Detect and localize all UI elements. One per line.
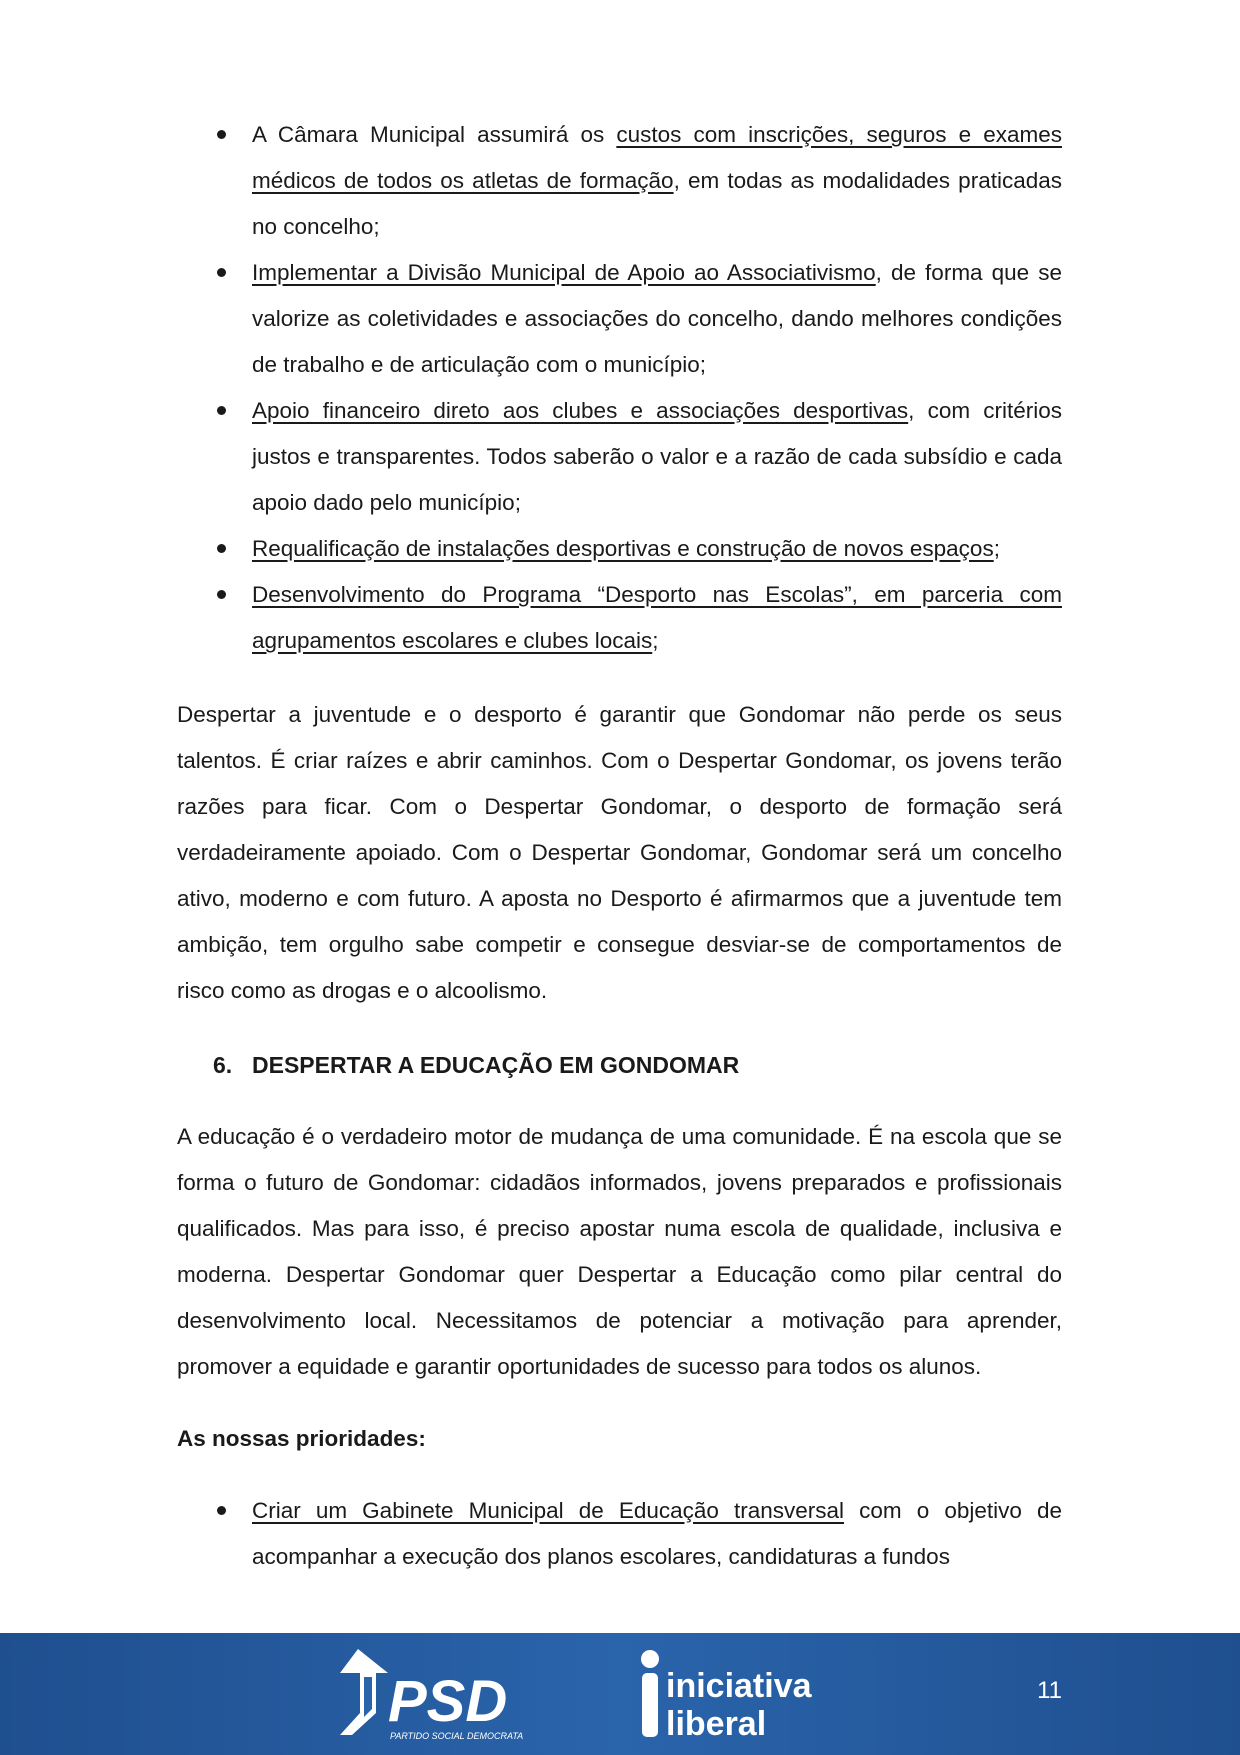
list-item: Apoio financeiro direto aos clubes e associações desportivas, com critérios justos e transparentes. Todos saberão o valor e a razão de cada subsídio e cada apoio dado pelo município;: [177, 388, 1062, 526]
iniciativa-liberal-logo: [636, 1647, 836, 1743]
bullet-icon: [217, 268, 226, 277]
underlined-text: Criar um Gabinete Municipal de Educação transversal: [252, 1498, 845, 1523]
psd-wordmark: PSD: [388, 1669, 508, 1734]
bullet-icon: [217, 406, 226, 415]
logo-dot-icon: [641, 1650, 659, 1668]
sports-measures-list: [177, 112, 1062, 664]
list-item: Desenvolvimento do Programa “Desporto nas Escolas”, em parceria com agrupamentos escolares e clubes locais;: [177, 572, 1062, 664]
underlined-text: Desenvolvimento do Programa “Desporto nas Escolas”, em parceria com agrupamentos escolares e clubes locais: [252, 582, 1062, 653]
list-item: Criar um Gabinete Municipal de Educação transversal com o objetivo de acompanhar a execução dos planos escolares, candidaturas a fundos: [177, 1488, 1062, 1580]
page-number: 11: [1037, 1677, 1062, 1704]
underlined-text: Requalificação de instalações desportivas e construção de novos espaços: [252, 536, 994, 561]
section-number: 6.: [213, 1052, 233, 1078]
bullet-icon: [217, 130, 226, 139]
bullet-icon: [217, 544, 226, 553]
youth-sports-paragraph: Despertar a juventude e o desporto é garantir que Gondomar não perde os seus talentos. É criar raízes e abrir caminhos. Com o Despertar Gondomar, os jovens terão razões para ficar. Com o Despertar Gondomar, o desporto de formação será verdadeiramente apoiado. Com o Despertar Gondomar, Gondomar será um concelho ativo, moderno e com futuro. A aposta no Desporto é afirmarmos que a juventude tem ambição, tem orgulho sabe competir e consegue desviar-se de comportamentos de risco como as drogas e o alcoolismo.: [177, 702, 1062, 1003]
il-wordmark-line2: liberal: [666, 1705, 767, 1743]
bullet-icon: [217, 1506, 226, 1515]
education-paragraph: A educação é o verdadeiro motor de mudança de uma comunidade. É na escola que se forma o futuro de Gondomar: cidadãos informados, jovens preparados e profissionais qualificados. Mas para isso, é preciso apostar numa escola de qualidade, inclusiva e moderna. Despertar Gondomar quer Despertar a Educação como pilar central do desenvolvimento local. Necessitamos de potenciar a motivação para aprender, promover a equidade e garantir oportunidades de sucesso para todos os alunos.: [177, 1124, 1062, 1379]
il-wordmark-line1: iniciativa: [666, 1667, 812, 1705]
document-body: [177, 112, 1062, 1580]
underlined-text: Implementar a Divisão Municipal de Apoio ao Associativismo: [252, 260, 876, 285]
priorities-heading: As nossas prioridades:: [177, 1426, 426, 1451]
list-item: A Câmara Municipal assumirá os custos com inscrições, seguros e exames médicos de todos os atletas de formação, em todas as modalidades praticadas no concelho;: [177, 112, 1062, 250]
page-footer: [0, 1633, 1240, 1755]
list-item: Implementar a Divisão Municipal de Apoio ao Associativismo, de forma que se valorize as coletividades e associações do concelho, dando melhores condições de trabalho e de articulação com o município;: [177, 250, 1062, 388]
education-priorities-list: [177, 1488, 1062, 1580]
section-title: DESPERTAR A EDUCAÇÃO EM GONDOMAR: [252, 1052, 740, 1078]
underlined-text: custos com inscrições, seguros e exames médicos de todos os atletas de formação: [252, 122, 1062, 193]
bullet-icon: [217, 590, 226, 599]
list-item: Requalificação de instalações desportivas e construção de novos espaços;: [177, 526, 1062, 572]
section-heading: [177, 1042, 1062, 1088]
psd-logo: [330, 1643, 540, 1743]
psd-subtitle: PARTIDO SOCIAL DEMOCRATA: [390, 1731, 524, 1741]
underlined-text: Apoio financeiro direto aos clubes e associações desportivas: [252, 398, 909, 423]
